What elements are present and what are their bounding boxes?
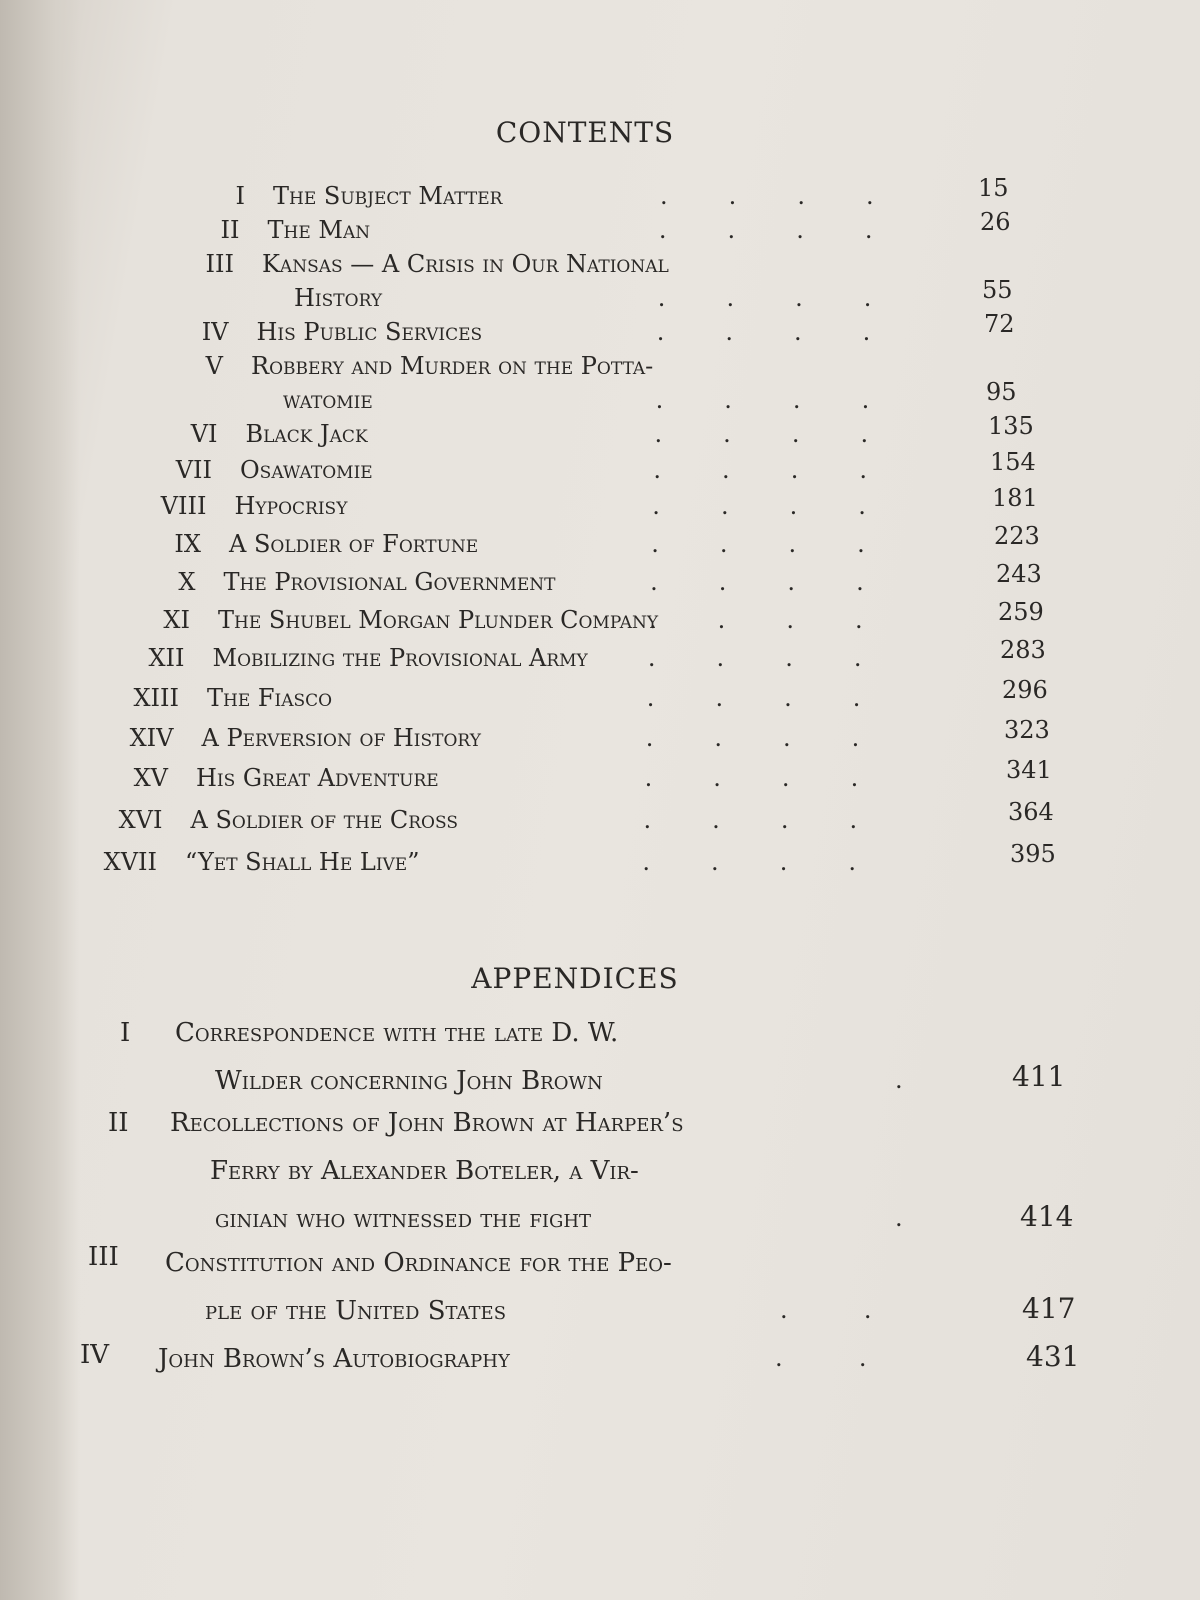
appendix-page-number: 411 bbox=[1012, 1060, 1066, 1093]
chapter-number: I bbox=[235, 182, 245, 210]
appendix-title: Ferry by Alexander Boteler, a Vir- bbox=[210, 1156, 639, 1186]
chapter-number: XIV bbox=[129, 724, 174, 752]
appendix-title: Recollections of John Brown at Harper’s bbox=[170, 1108, 684, 1138]
appendix-title: John Brown’s Autobiography bbox=[158, 1344, 510, 1374]
contents-heading: CONTENTS bbox=[495, 116, 675, 149]
leader-dots: . . . . bbox=[651, 530, 865, 558]
appendix-title: Correspondence with the late D. W. bbox=[175, 1018, 619, 1048]
page-number: 72 bbox=[984, 310, 1015, 338]
chapter-title: His Public Services bbox=[256, 318, 483, 346]
leader-dots: . . . . bbox=[654, 420, 869, 448]
page-number: 15 bbox=[978, 174, 1009, 202]
page-number: 135 bbox=[988, 412, 1034, 440]
leader-dots: . . . . bbox=[657, 284, 872, 312]
chapter-number: XVII bbox=[103, 848, 157, 876]
chapter-title: Kansas — A Crisis in Our National bbox=[262, 250, 669, 278]
chapter-number: XV bbox=[133, 764, 168, 792]
page-number: 181 bbox=[992, 484, 1038, 512]
appendix-title: ple of the United States bbox=[205, 1296, 507, 1326]
chapter-title: Black Jack bbox=[245, 420, 368, 448]
leader-dots: . . bbox=[775, 1344, 867, 1372]
chapter-number: VII bbox=[175, 456, 212, 484]
chapter-title: A Soldier of the Cross bbox=[190, 806, 458, 834]
page-number: 95 bbox=[986, 378, 1017, 406]
leader-dots: . . . . bbox=[660, 182, 874, 210]
chapter-number: III bbox=[205, 250, 234, 278]
leader-dots: . . . . bbox=[656, 318, 871, 346]
chapter-number: XI bbox=[163, 606, 190, 634]
appendix-title: Constitution and Ordinance for the Peo- bbox=[165, 1248, 672, 1278]
chapter-title: His Great Adventure bbox=[196, 764, 439, 792]
appendix-page-number: 414 bbox=[1020, 1200, 1074, 1233]
chapter-title: “Yet Shall He Live” bbox=[185, 848, 420, 876]
appendix-number: I bbox=[120, 1018, 131, 1048]
chapter-title-continued: History bbox=[294, 284, 383, 312]
chapter-title: Robbery and Murder on the Potta- bbox=[251, 352, 654, 380]
appendix-page-number: 417 bbox=[1022, 1292, 1076, 1325]
page-number: 341 bbox=[1006, 756, 1052, 784]
chapter-number: IX bbox=[174, 530, 201, 558]
page-number: 259 bbox=[998, 598, 1044, 626]
chapter-title: A Perversion of History bbox=[201, 724, 481, 752]
leader-dots: . . . . bbox=[649, 606, 863, 634]
leader-dots: . . . . bbox=[655, 386, 870, 414]
leader-dots: . . . . bbox=[644, 764, 859, 792]
leader-dots: . bbox=[895, 1204, 903, 1232]
chapter-title: A Soldier of Fortune bbox=[229, 530, 479, 558]
chapter-number: X bbox=[178, 568, 196, 596]
page-number: 283 bbox=[1000, 636, 1046, 664]
chapter-title: Mobilizing the Provisional Army bbox=[212, 644, 588, 672]
chapter-title: The Subject Matter bbox=[273, 182, 503, 210]
chapter-title: The Man bbox=[267, 216, 371, 244]
page-number: 296 bbox=[1002, 676, 1048, 704]
leader-dots: . . . . bbox=[642, 848, 856, 876]
chapter-title: Osawatomie bbox=[240, 456, 373, 484]
chapter-number: XII bbox=[148, 644, 185, 672]
leader-dots: . . . . bbox=[653, 456, 867, 484]
leader-dots: . . . . bbox=[652, 492, 866, 520]
chapter-number: XIII bbox=[133, 684, 179, 712]
chapter-number: V bbox=[205, 352, 223, 380]
appendix-number: III bbox=[88, 1242, 119, 1272]
leader-dots: . . . . bbox=[643, 806, 858, 834]
chapter-title: The Shubel Morgan Plunder Company bbox=[218, 606, 659, 634]
leader-dots: . . bbox=[780, 1296, 872, 1324]
page-number: 243 bbox=[996, 560, 1042, 588]
chapter-title-continued: watomie bbox=[283, 386, 373, 414]
appendix-number: IV bbox=[80, 1340, 110, 1370]
page-number: 223 bbox=[994, 522, 1040, 550]
appendix-title: Wilder concerning John Brown bbox=[215, 1066, 603, 1096]
book-gutter bbox=[0, 0, 80, 1600]
leader-dots: . . . . bbox=[658, 216, 873, 244]
leader-dots: . . . . bbox=[650, 568, 864, 596]
chapter-title: Hypocrisy bbox=[234, 492, 348, 520]
chapter-title: The Provisional Government bbox=[223, 568, 556, 596]
leader-dots: . . . . bbox=[646, 684, 861, 712]
leader-dots: . bbox=[895, 1066, 903, 1094]
chapter-number: II bbox=[220, 216, 240, 244]
chapter-number: VIII bbox=[160, 492, 207, 520]
chapter-title: The Fiasco bbox=[207, 684, 333, 712]
page-number: 154 bbox=[990, 448, 1036, 476]
chapter-number: VI bbox=[190, 420, 218, 448]
page-number: 323 bbox=[1004, 716, 1050, 744]
page-number: 364 bbox=[1008, 798, 1054, 826]
appendices-heading: APPENDICES bbox=[471, 962, 679, 995]
appendix-page-number: 431 bbox=[1026, 1340, 1080, 1373]
page-number: 395 bbox=[1010, 840, 1056, 868]
page-number: 26 bbox=[980, 208, 1011, 236]
appendix-number: II bbox=[108, 1108, 129, 1138]
page-number: 55 bbox=[982, 276, 1013, 304]
appendix-title: ginian who witnessed the fight bbox=[215, 1204, 592, 1234]
chapter-number: XVI bbox=[118, 806, 163, 834]
chapter-number: IV bbox=[201, 318, 229, 346]
leader-dots: . . . . bbox=[647, 644, 862, 672]
leader-dots: . . . . bbox=[645, 724, 860, 752]
